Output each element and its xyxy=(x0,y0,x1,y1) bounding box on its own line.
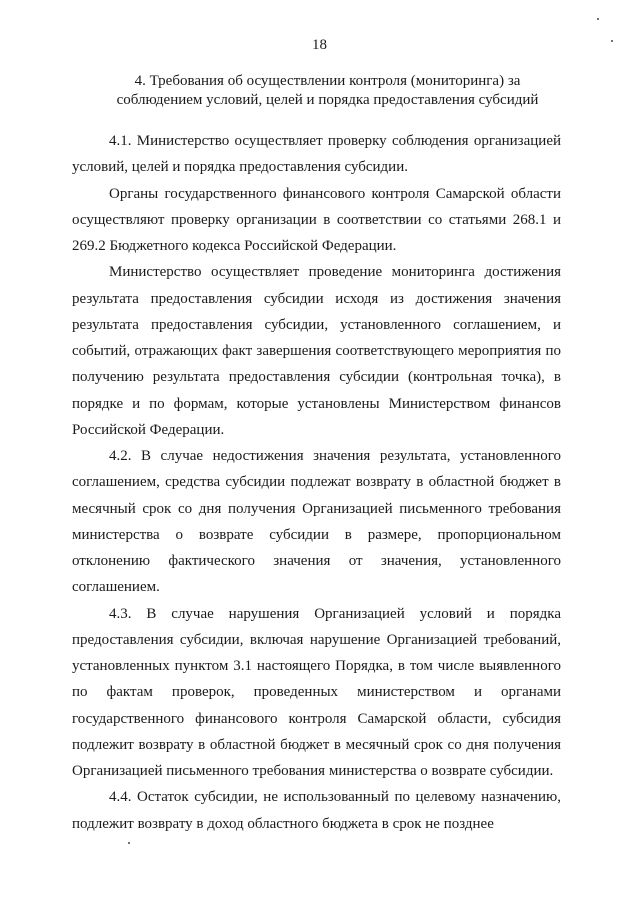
paragraph-monitoring: Министерство осуществляет проведение мониторинга достижения результата предоставления субсидии исходя из достижения значения результата предоставления субсидии, установленного соглашением, и событий, отражающих факт завершения соответствующего мероприятия по получению результата предоставления субсидии (контрольная точка), в порядке и по формам, которые установлены Министерством финансов Российской Федерации. xyxy=(72,264,561,438)
paragraph-4-4: 4.4. Остаток субсидии, не использованный по целевому назначению, подлежит возврату в доход областного бюджета в срок не позднее xyxy=(72,789,561,832)
scan-speck xyxy=(611,40,613,42)
scan-speck xyxy=(597,18,599,20)
paragraph-4-2: 4.2. В случае недостижения значения результата, установленного соглашением, средства субсидии подлежат возврату в областной бюджет в месячный срок со дня получения Организацией письменного требования министерства о возврате субсидии в размере, пропорциональном отклонению фактического значения от значения, установленного соглашением. xyxy=(72,448,561,596)
section-heading-line-1: 4. Требования об осуществлении контроля (мониторинга) за xyxy=(134,73,521,89)
scan-speck xyxy=(128,842,130,844)
paragraph-4-3: 4.3. В случае нарушения Организацией условий и порядка предоставления субсидии, включая нарушение Организацией требований, установленных пунктом 3.1 настоящего Порядка, в том числе выявленного по фактам проверок, проведенных министерством и органами государственного финансового контроля Самарской области, субсидия подлежит возврату в областной бюджет в месячный срок со дня получения Организацией письменного требования министерства о возврате субсидии. xyxy=(72,605,561,779)
paragraph-control-bodies: Органы государственного финансового контроля Самарской области осуществляют проверку организации в соответствии со статьями 268.1 и 269.2 Бюджетного кодекса Российской Федерации. xyxy=(72,185,561,254)
page-number: 18 xyxy=(312,37,327,53)
section-heading xyxy=(95,72,560,110)
document-body xyxy=(72,128,561,837)
section-heading-line-2: соблюдением условий, целей и порядка предоставления субсидий xyxy=(116,92,539,108)
paragraph-4-1: 4.1. Министерство осуществляет проверку соблюдения организацией условий, целей и порядка предоставления субсидии. xyxy=(72,133,561,176)
